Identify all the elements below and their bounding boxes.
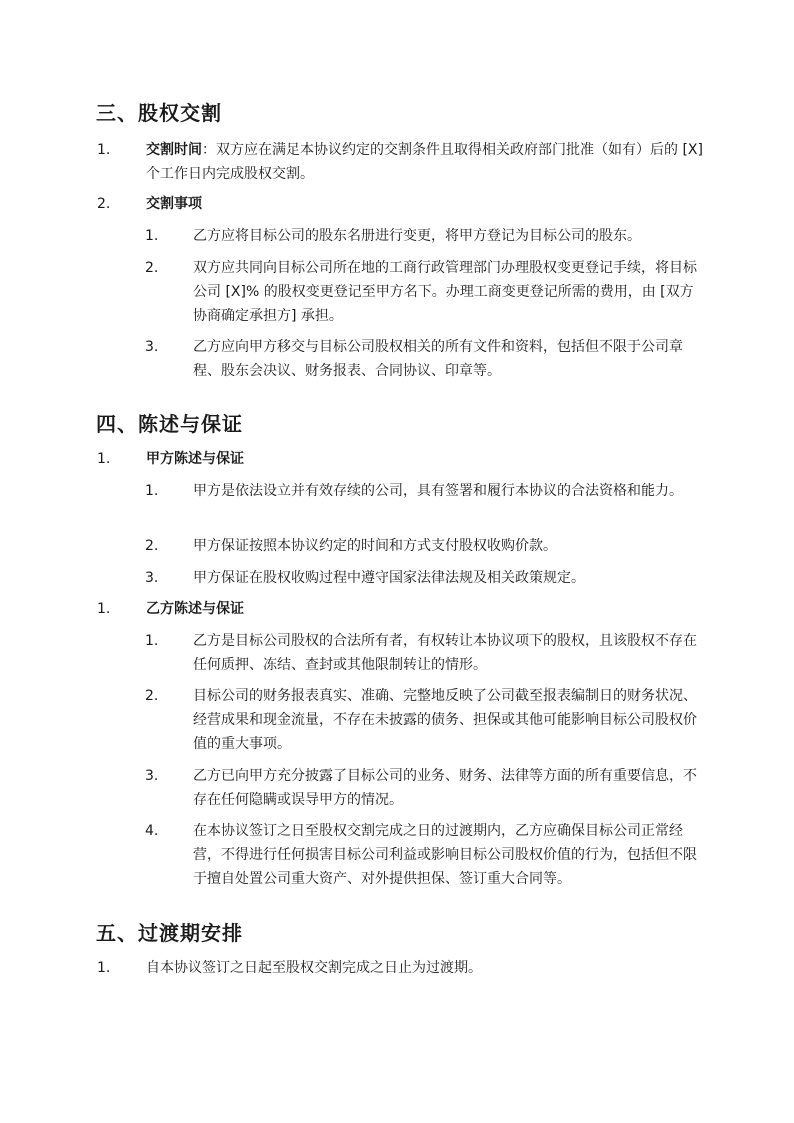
item-label: 甲方陈述与保证 (146, 451, 244, 467)
list-number: 1. (97, 451, 111, 467)
list-number: 1. (145, 633, 159, 649)
list-text: 乙方是目标公司股权的合法所有者，有权转让本协议项下的股权，且该股权不存在任何质押、冻结、查封或其他限制转让的情形。 (193, 633, 697, 673)
list-number: 3. (145, 570, 159, 586)
item-label: 乙方陈述与保证 (146, 601, 244, 617)
section-heading-5: 五、过渡期安排 (96, 921, 243, 945)
list-number: 2. (97, 196, 111, 212)
list-text: 目标公司的财务报表真实、准确、完整地反映了公司截至报表编制日的财务状况、经营成果和现金流量，不存在未披露的债务、担保或其他可能影响目标公司股权价值的重大事项。 (193, 688, 697, 752)
item-label: 交割时间 (146, 142, 202, 158)
list-number: 3. (145, 768, 159, 784)
item-label: 交割事项 (146, 196, 202, 212)
list-number: 2. (145, 538, 159, 554)
list-text: 在本协议签订之日至股权交割完成之日的过渡期内，乙方应确保目标公司正常经营，不得进行任何损害目标公司利益或影响目标公司股权价值的行为，包括但不限于擅自处置公司重大资产、对外提供担保、签订重大合同等。 (193, 823, 697, 887)
section-heading-3: 三、股权交割 (96, 101, 222, 125)
list-number: 2. (145, 260, 159, 276)
list-text (146, 138, 706, 186)
list-number: 1. (97, 142, 111, 158)
list-number: 1. (145, 483, 159, 499)
list-text: 甲方保证在股权收购过程中遵守国家法律法规及相关政策规定。 (193, 570, 585, 586)
list-text: 自本协议签订之日起至股权交割完成之日止为过渡期。 (146, 960, 482, 976)
list-number: 3. (145, 339, 159, 355)
list-text: 甲方是依法设立并有效存续的公司，具有签署和履行本协议的合法资格和能力。 (193, 483, 683, 499)
list-text: 甲方保证按照本协议约定的时间和方式支付股权收购价款。 (193, 538, 557, 554)
list-text: 乙方应向甲方移交与目标公司股权相关的所有文件和资料，包括但不限于公司章程、股东会决议、财务报表、合同协议、印章等。 (193, 339, 683, 379)
list-text: 乙方已向甲方充分披露了目标公司的业务、财务、法律等方面的所有重要信息，不存在任何隐瞒或误导甲方的情况。 (193, 768, 697, 808)
list-number: 1. (97, 601, 111, 617)
list-number: 4. (145, 823, 159, 839)
item-body: ：双方应在满足本协议约定的交割条件且取得相关政府部门批准（如有）后的 [X] 个工作日内完成股权交割。 (146, 142, 703, 182)
list-text: 双方应共同向目标公司所在地的工商行政管理部门办理股权变更登记手续，将目标公司 [X]% 的股权变更登记至甲方名下。办理工商变更登记所需的费用，由 [双方协商确定承担方] 承担。 (193, 260, 697, 324)
section-heading-4: 四、陈述与保证 (96, 412, 243, 436)
list-number: 1. (97, 960, 111, 976)
list-number: 1. (145, 228, 159, 244)
list-number: 2. (145, 688, 159, 704)
list-text: 乙方应将目标公司的股东名册进行变更，将甲方登记为目标公司的股东。 (193, 228, 641, 244)
